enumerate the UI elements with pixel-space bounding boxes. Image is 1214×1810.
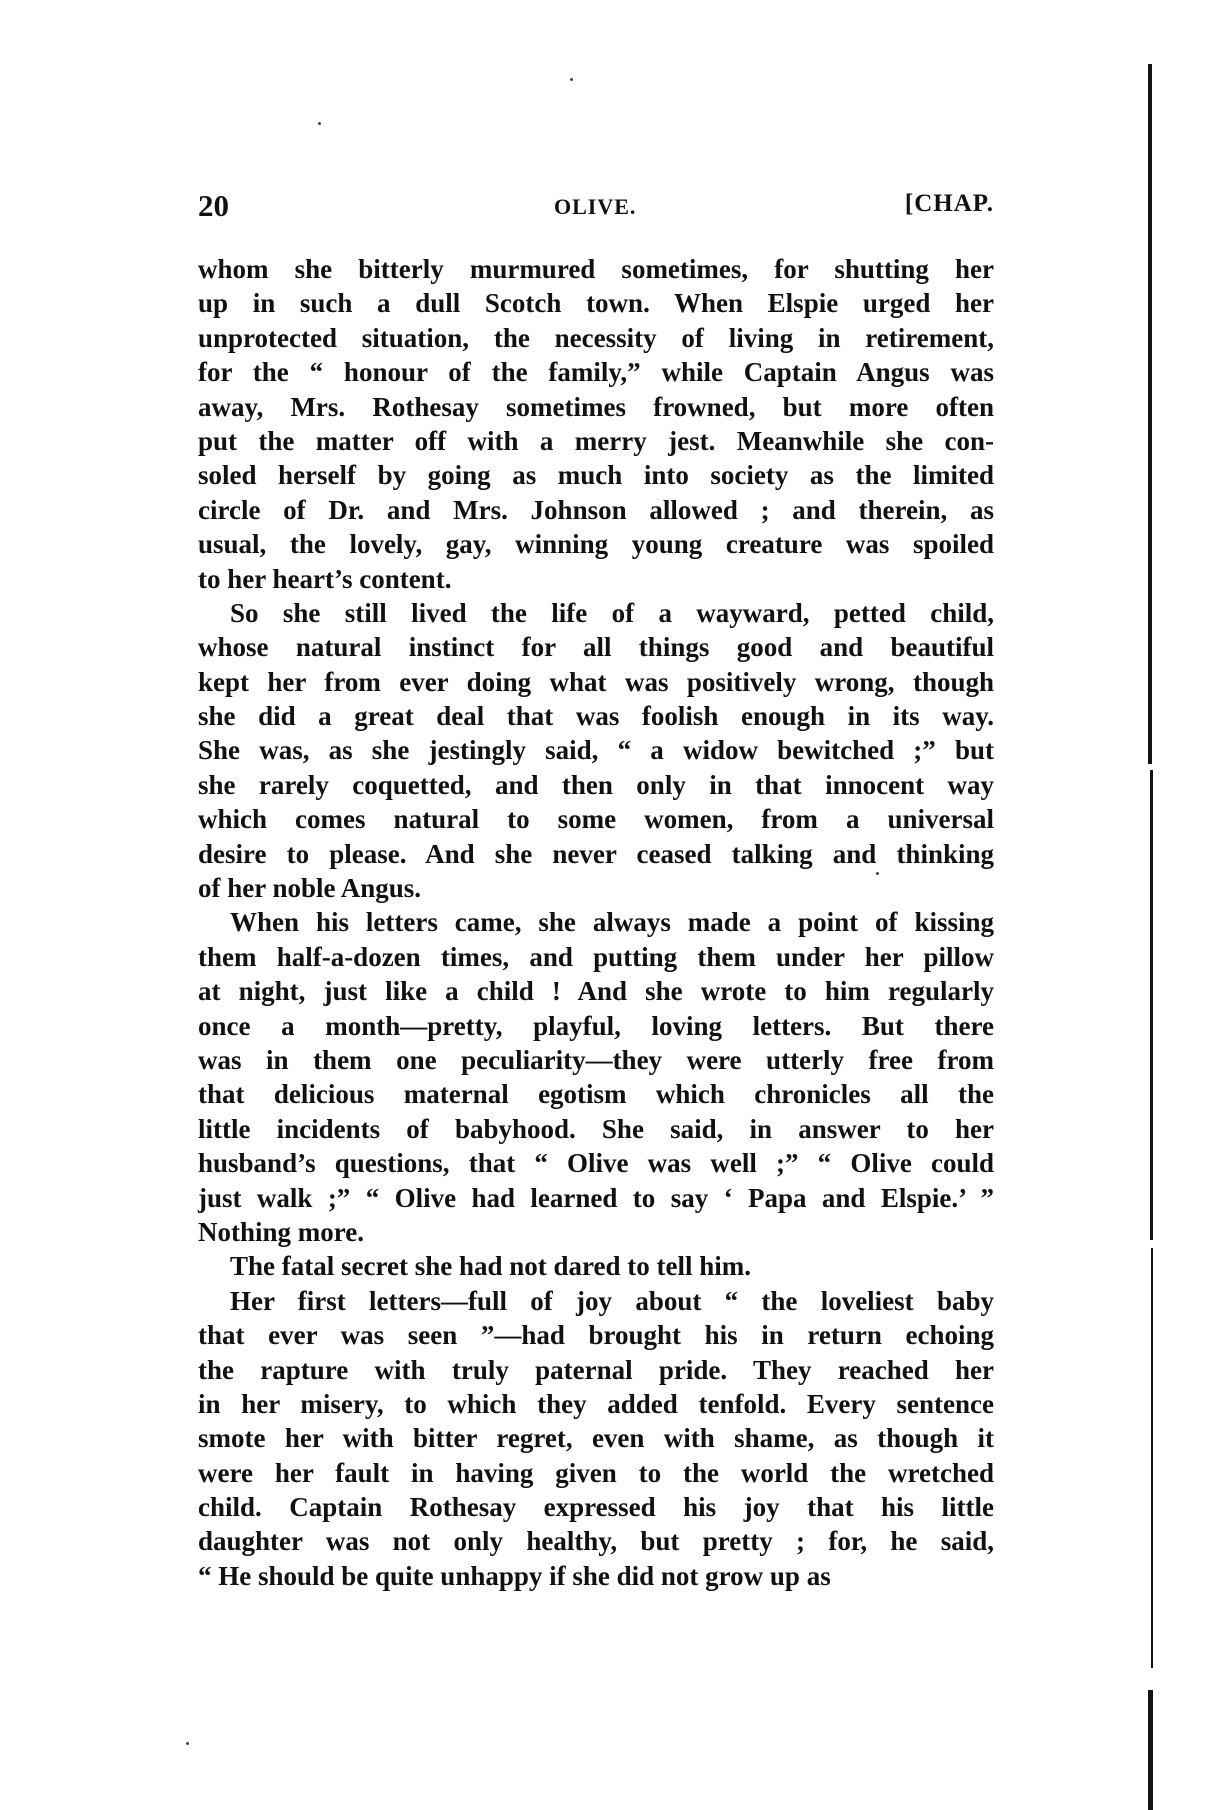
text-line: she rarely coquetted, and then only in that innocent way xyxy=(198,769,994,800)
text-line: up in such a dull Scotch town. When Elspie urged her xyxy=(198,288,994,319)
text-line: which comes natural to some women, from a universal xyxy=(198,804,994,835)
chapter-mark: [CHAP. xyxy=(904,190,994,217)
body-text xyxy=(198,252,994,1593)
text-line: The fatal secret she had not dared to tell him. xyxy=(230,1251,751,1282)
text-line: them half-a-dozen times, and putting them under her pillow xyxy=(198,941,994,972)
text-line: desire to please. And she never ceased talking and thinking xyxy=(198,838,994,869)
text-line: of her noble Angus. xyxy=(198,873,422,904)
text-line: whose natural instinct for all things good and beautiful xyxy=(198,632,994,663)
text-line: once a month—pretty, playful, loving letters. But there xyxy=(198,1010,994,1041)
text-line: the rapture with truly paternal pride. They reached her xyxy=(198,1354,994,1385)
text-line: daughter was not only healthy, but pretty ; for, he said, xyxy=(198,1526,994,1557)
text-line: soled herself by going as much into society as the limited xyxy=(198,460,994,491)
text-line: She was, as she jestingly said, “ a widow bewitched ;” but xyxy=(198,735,994,766)
scan-edge-line xyxy=(1151,1248,1153,1668)
scan-speck xyxy=(570,78,573,81)
text-line: to her heart’s content. xyxy=(198,563,452,594)
text-line: that delicious maternal egotism which chronicles all the xyxy=(198,1079,994,1110)
scan-speck xyxy=(318,122,321,125)
text-line: unprotected situation, the necessity of living in retirement, xyxy=(198,322,994,353)
text-line: just walk ;” “ Olive had learned to say ‘ Papa and Elspie.’ ” xyxy=(198,1182,994,1213)
text-line: away, Mrs. Rothesay sometimes frowned, but more often xyxy=(198,391,994,422)
text-line: whom she bitterly murmured sometimes, for shutting her xyxy=(198,254,994,284)
text-line: were her fault in having given to the world the wretched xyxy=(198,1457,994,1488)
text-line: kept her from ever doing what was positively wrong, though xyxy=(198,666,994,697)
scan-speck xyxy=(876,872,879,875)
text-line: that ever was seen ”—had brought his in return echoing xyxy=(198,1320,994,1351)
page-number: 20 xyxy=(198,188,229,223)
text-line: When his letters came, she always made a point of kissing xyxy=(230,907,994,938)
text-line: smote her with bitter regret, even with shame, as though it xyxy=(198,1423,994,1454)
text-line: Her first letters—full of joy about “ the loveliest baby xyxy=(230,1285,994,1316)
text-line: little incidents of babyhood. She said, in answer to her xyxy=(198,1113,994,1144)
scan-speck xyxy=(186,1742,189,1745)
text-line: circle of Dr. and Mrs. Johnson allowed ; and therein, as xyxy=(198,494,994,525)
text-line: put the matter off with a merry jest. Meanwhile she con- xyxy=(198,425,994,456)
running-head: OLIVE. xyxy=(554,194,637,219)
scan-edge-line xyxy=(1148,64,1152,764)
page-header xyxy=(198,188,994,228)
text-line: usual, the lovely, gay, winning young creature was spoiled xyxy=(198,529,994,560)
text-line: child. Captain Rothesay expressed his joy that his little xyxy=(198,1492,994,1523)
text-line: in her misery, to which they added tenfold. Every sentence xyxy=(198,1388,994,1419)
text-line: So she still lived the life of a wayward, petted child, xyxy=(230,597,994,628)
text-line: at night, just like a child ! And she wrote to him regularly xyxy=(198,976,994,1007)
text-line: she did a great deal that was foolish enough in its way. xyxy=(198,701,994,732)
text-line: “ He should be quite unhappy if she did not grow up as xyxy=(198,1560,831,1591)
text-line: for the “ honour of the family,” while Captain Angus was xyxy=(198,357,994,388)
scan-edge-line xyxy=(1148,1690,1153,1810)
text-line: husband’s questions, that “ Olive was well ;” “ Olive could xyxy=(198,1148,994,1179)
text-line: was in them one peculiarity—they were utterly free from xyxy=(198,1044,994,1075)
scan-edge-line xyxy=(1150,770,1153,1240)
text-line: Nothing more. xyxy=(198,1216,364,1247)
